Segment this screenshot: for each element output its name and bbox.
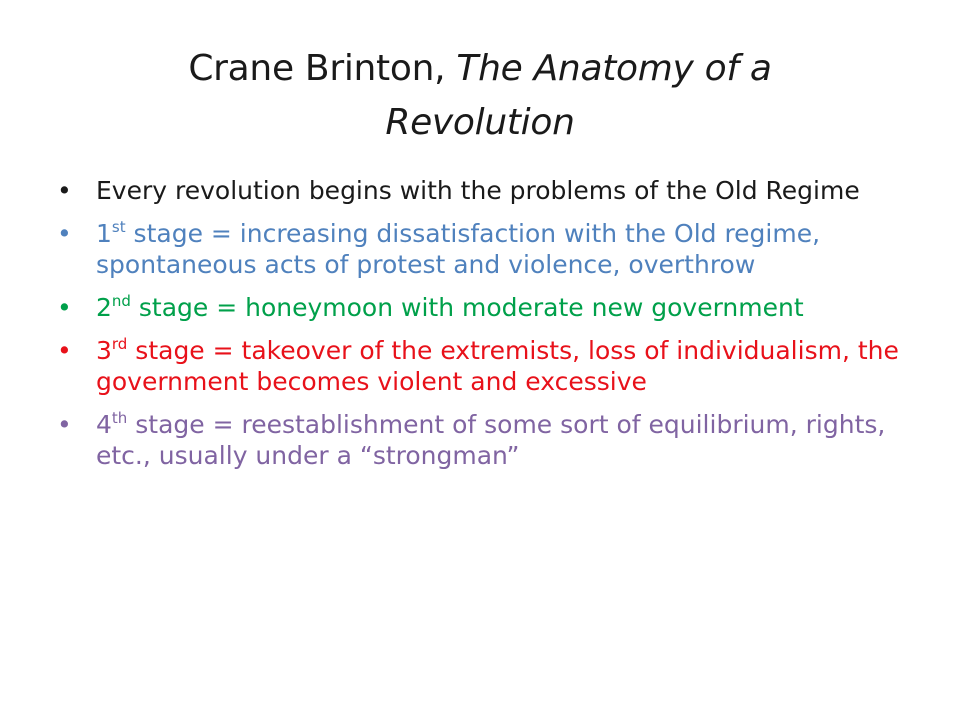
bullet-dot-icon: • (57, 410, 72, 439)
bullet-dot-icon: • (57, 336, 72, 365)
bullet-dot-icon: • (57, 176, 72, 205)
bullet-number: 4 (96, 410, 112, 439)
bullet-text: stage = reestablishment of some sort of equilibrium, rights, etc., usually under a “strongman” (96, 410, 886, 470)
title-book-part-2: Revolution (385, 102, 575, 143)
bullet-ordinal-suffix: nd (111, 292, 131, 310)
slide-title (60, 42, 900, 150)
bullet-text: Every revolution begins with the problems of the Old Regime (96, 176, 860, 205)
bullet-item-stage-1 (54, 218, 904, 280)
bullet-ordinal-suffix: th (111, 409, 128, 427)
title-author: Crane Brinton, (188, 48, 457, 89)
bullet-item-stage-2 (54, 292, 904, 323)
bullet-item-stage-4 (54, 409, 904, 471)
bullet-text: stage = takeover of the extremists, loss of individualism, the government becomes violent and excessive (96, 336, 899, 396)
bullet-list (54, 175, 904, 483)
bullet-item-stage-3 (54, 335, 904, 397)
bullet-item-intro (54, 175, 904, 206)
bullet-text: stage = honeymoon with moderate new government (130, 293, 804, 322)
bullet-dot-icon: • (57, 293, 72, 322)
bullet-number: 3 (96, 336, 112, 365)
bullet-text: stage = increasing dissatisfaction with the Old regime, spontaneous acts of protest and violence, overthrow (96, 219, 821, 279)
bullet-number: 2 (96, 293, 112, 322)
bullet-ordinal-suffix: rd (111, 335, 128, 353)
title-book-part-1: The Anatomy of a (456, 48, 772, 89)
bullet-ordinal-suffix: st (111, 218, 126, 236)
bullet-number: 1 (96, 219, 112, 248)
bullet-dot-icon: • (57, 219, 72, 248)
